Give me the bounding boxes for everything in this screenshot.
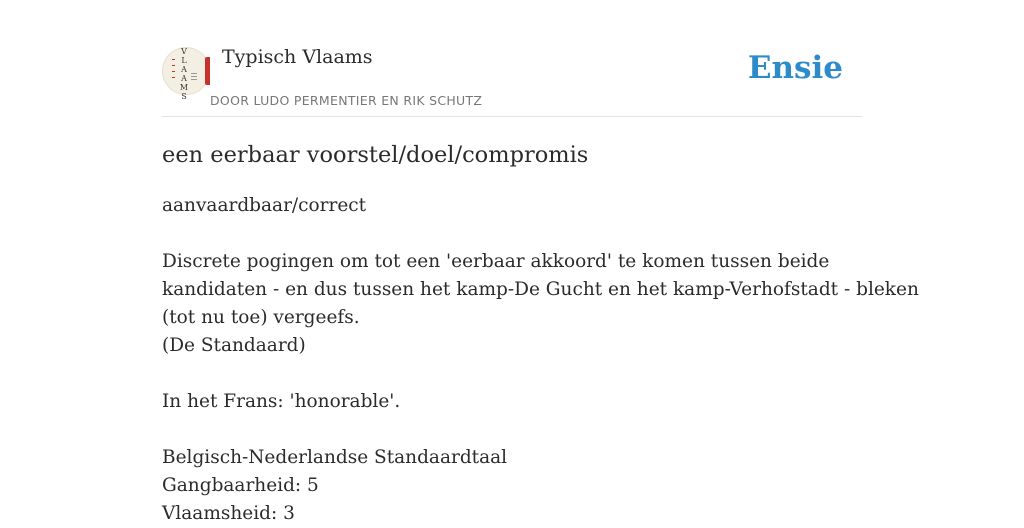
example-line: kandidaten - en dus tussen het kamp-De Gucht en het kamp-Verhofstadt - bleken	[162, 279, 919, 300]
site-title[interactable]: Typisch Vlaams	[222, 46, 373, 68]
logo-lettering: V L A A M S	[179, 47, 189, 101]
page-header	[162, 0, 862, 117]
blank-line	[162, 220, 868, 248]
entry-title: een eerbaar voorstel/doel/compromis	[162, 142, 589, 168]
source-line: (De Standaard)	[162, 335, 306, 356]
logo-red-spine	[205, 57, 210, 85]
gangbaarheid-line: Gangbaarheid: 5	[162, 475, 319, 496]
ensie-brand-link[interactable]: Ensie	[747, 50, 843, 86]
blank-line	[162, 416, 868, 444]
language-register-line: Belgisch-Nederlandse Standaardtaal	[162, 447, 508, 468]
entry-content	[162, 140, 919, 528]
vlaamsheid-line: Vlaamsheid: 3	[162, 503, 295, 524]
example-line: (tot nu toe) vergeefs.	[162, 307, 360, 328]
definition-line: aanvaardbaar/correct	[162, 195, 367, 216]
author-byline: DOOR LUDO PERMENTIER EN RIK SCHUTZ	[210, 93, 483, 108]
entry-body	[162, 192, 919, 528]
french-note-line: In het Frans: 'honorable'.	[162, 391, 401, 412]
blank-line	[162, 360, 868, 388]
book-cover-logo[interactable]	[162, 47, 210, 101]
example-line: Discrete pogingen om tot een 'eerbaar akkoord' te komen tussen beide	[162, 251, 830, 272]
